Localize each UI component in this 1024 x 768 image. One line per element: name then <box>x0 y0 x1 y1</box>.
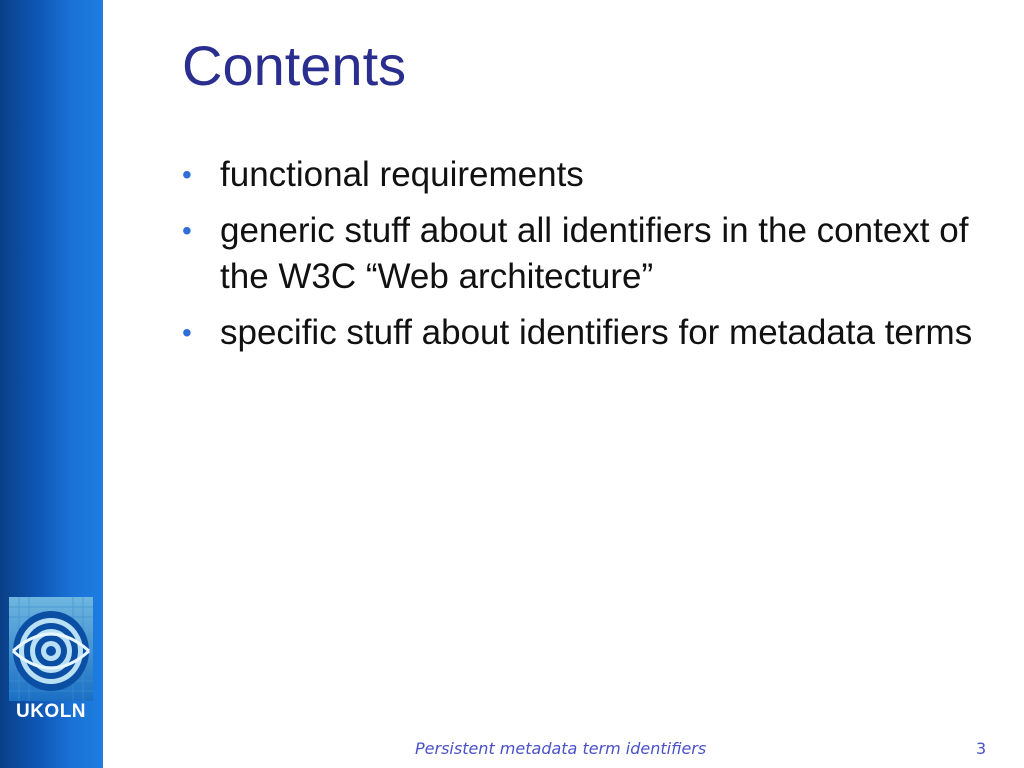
page-number: 3 <box>976 739 987 758</box>
logo-text: UKOLN <box>15 701 87 722</box>
sidebar-band <box>0 0 103 768</box>
bullet-text: functional requirements <box>220 155 584 194</box>
bullet-icon: • <box>182 159 192 190</box>
bullet-item <box>182 152 982 198</box>
bullet-item <box>182 208 982 300</box>
footer-title: Persistent metadata term identifiers <box>415 739 707 758</box>
bullet-item <box>182 310 982 356</box>
bullet-icon: • <box>182 215 192 246</box>
bullet-list <box>182 152 982 366</box>
bullet-text: generic stuff about all identifiers in the context of the W3C “Web architecture” <box>220 211 969 296</box>
ukoln-logo <box>9 597 93 727</box>
ukoln-eye-icon <box>9 597 93 701</box>
slide-title: Contents <box>182 34 407 97</box>
bullet-text: specific stuff about identifiers for metadata terms <box>220 313 973 352</box>
bullet-icon: • <box>182 317 192 348</box>
